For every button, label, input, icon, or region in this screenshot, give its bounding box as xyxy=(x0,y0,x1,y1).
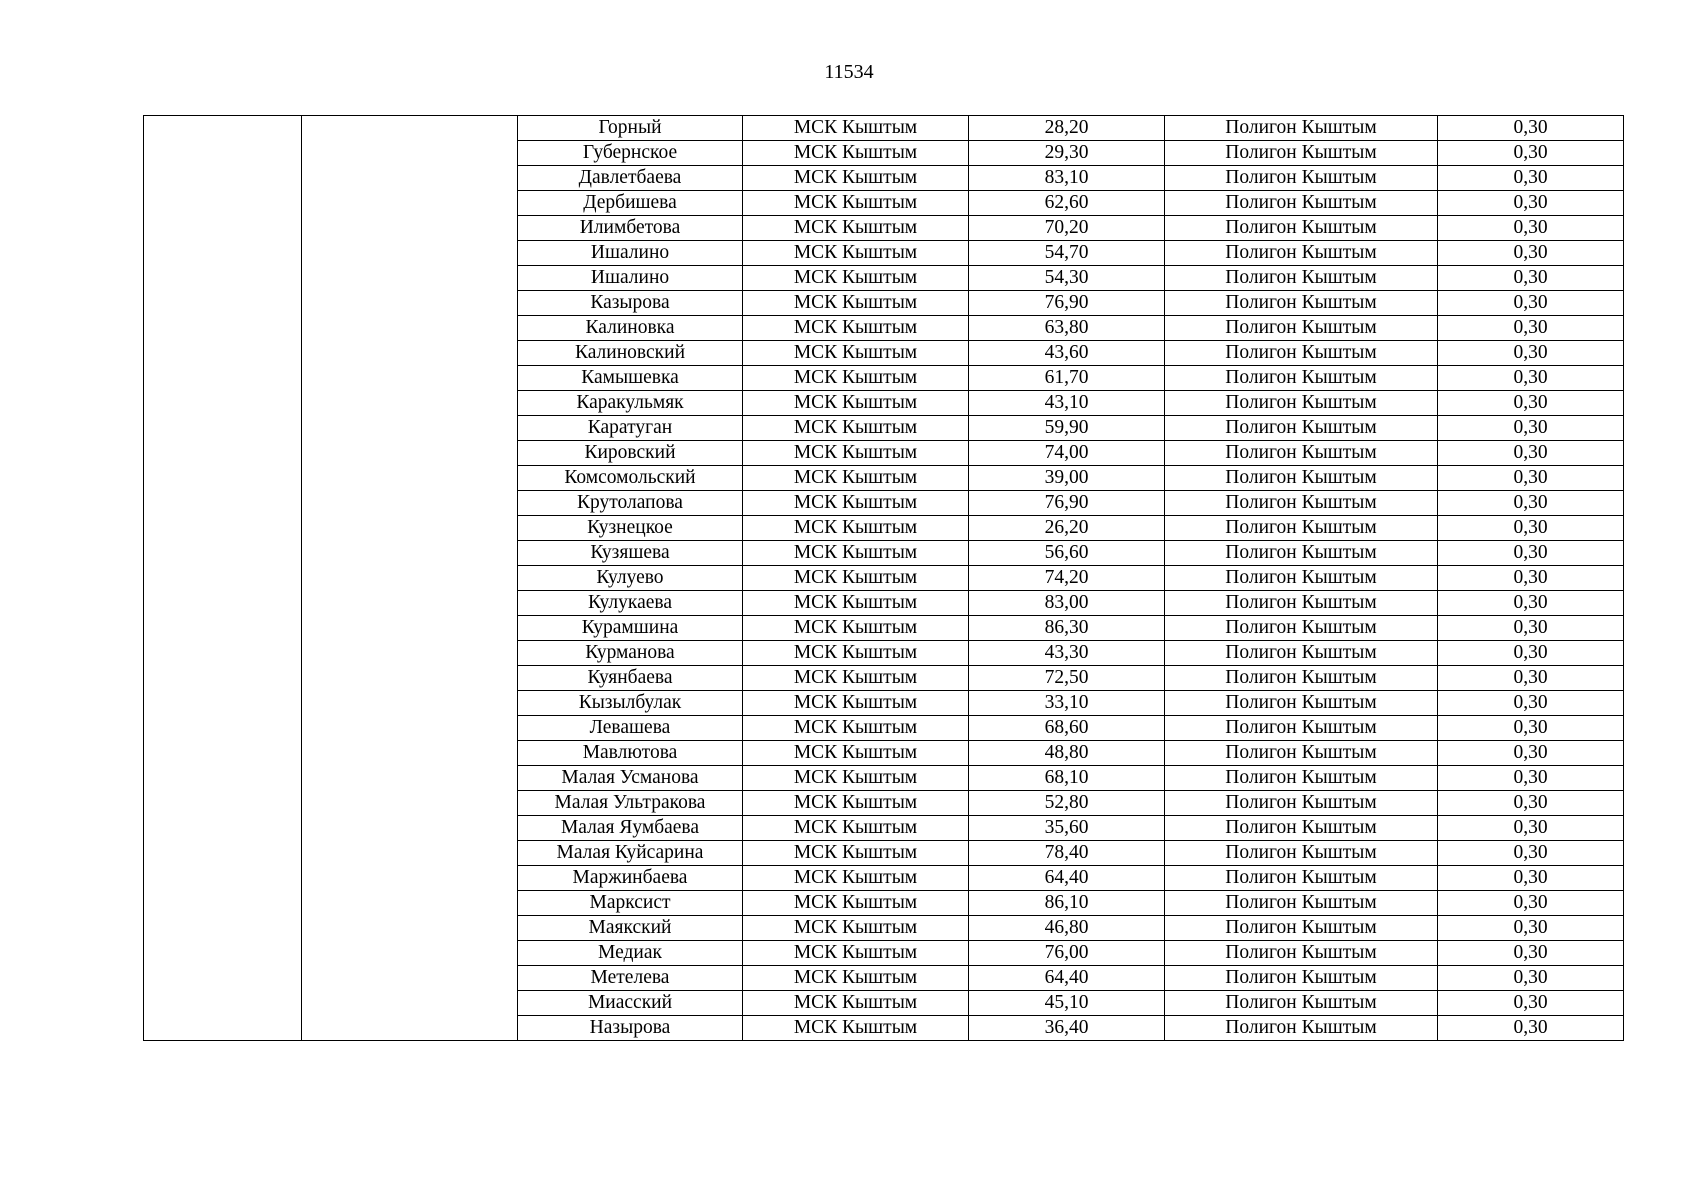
distance-cell: 54,30 xyxy=(969,266,1165,291)
source-cell: МСК Кыштым xyxy=(743,441,969,466)
source-cell: МСК Кыштым xyxy=(743,166,969,191)
settlement-cell: Миасский xyxy=(518,991,743,1016)
destination-cell: Полигон Кыштым xyxy=(1165,816,1438,841)
destination-cell: Полигон Кыштым xyxy=(1165,141,1438,166)
distance-cell: 61,70 xyxy=(969,366,1165,391)
destination-cell: Полигон Кыштым xyxy=(1165,441,1438,466)
destination-cell: Полигон Кыштым xyxy=(1165,941,1438,966)
destination-cell: Полигон Кыштым xyxy=(1165,666,1438,691)
distance-cell: 74,00 xyxy=(969,441,1165,466)
settlement-cell: Давлетбаева xyxy=(518,166,743,191)
source-cell: МСК Кыштым xyxy=(743,866,969,891)
coefficient-cell: 0,30 xyxy=(1438,141,1624,166)
source-cell: МСК Кыштым xyxy=(743,916,969,941)
destination-cell: Полигон Кыштым xyxy=(1165,866,1438,891)
destination-cell: Полигон Кыштым xyxy=(1165,741,1438,766)
coefficient-cell: 0,30 xyxy=(1438,166,1624,191)
destination-cell: Полигон Кыштым xyxy=(1165,991,1438,1016)
coefficient-cell: 0,30 xyxy=(1438,991,1624,1016)
destination-cell: Полигон Кыштым xyxy=(1165,691,1438,716)
destination-cell: Полигон Кыштым xyxy=(1165,316,1438,341)
destination-cell: Полигон Кыштым xyxy=(1165,166,1438,191)
coefficient-cell: 0,30 xyxy=(1438,516,1624,541)
distance-cell: 64,40 xyxy=(969,966,1165,991)
coefficient-cell: 0,30 xyxy=(1438,541,1624,566)
source-cell: МСК Кыштым xyxy=(743,316,969,341)
destination-cell: Полигон Кыштым xyxy=(1165,966,1438,991)
destination-cell: Полигон Кыштым xyxy=(1165,1016,1438,1041)
destination-cell: Полигон Кыштым xyxy=(1165,791,1438,816)
coefficient-cell: 0,30 xyxy=(1438,666,1624,691)
destination-cell: Полигон Кыштым xyxy=(1165,641,1438,666)
coefficient-cell: 0,30 xyxy=(1438,1016,1624,1041)
distance-cell: 52,80 xyxy=(969,791,1165,816)
coefficient-cell: 0,30 xyxy=(1438,316,1624,341)
distance-cell: 83,00 xyxy=(969,591,1165,616)
settlement-cell: Каракульмяк xyxy=(518,391,743,416)
source-cell: МСК Кыштым xyxy=(743,791,969,816)
coefficient-cell: 0,30 xyxy=(1438,266,1624,291)
source-cell: МСК Кыштым xyxy=(743,616,969,641)
settlement-cell: Ишалино xyxy=(518,241,743,266)
settlement-cell: Мавлютова xyxy=(518,741,743,766)
coefficient-cell: 0,30 xyxy=(1438,791,1624,816)
distance-cell: 46,80 xyxy=(969,916,1165,941)
source-cell: МСК Кыштым xyxy=(743,216,969,241)
distance-cell: 76,00 xyxy=(969,941,1165,966)
merged-empty-cell-1 xyxy=(144,116,302,1041)
destination-cell: Полигон Кыштым xyxy=(1165,391,1438,416)
settlement-cell: Камышевка xyxy=(518,366,743,391)
distance-cell: 36,40 xyxy=(969,1016,1165,1041)
source-cell: МСК Кыштым xyxy=(743,691,969,716)
destination-cell: Полигон Кыштым xyxy=(1165,766,1438,791)
destination-cell: Полигон Кыштым xyxy=(1165,516,1438,541)
page-number: 11534 xyxy=(824,61,874,83)
coefficient-cell: 0,30 xyxy=(1438,641,1624,666)
distance-cell: 86,30 xyxy=(969,616,1165,641)
coefficient-cell: 0,30 xyxy=(1438,466,1624,491)
settlement-cell: Кызылбулак xyxy=(518,691,743,716)
distance-cell: 68,10 xyxy=(969,766,1165,791)
coefficient-cell: 0,30 xyxy=(1438,841,1624,866)
distance-cell: 72,50 xyxy=(969,666,1165,691)
settlement-cell: Малая Куйсарина xyxy=(518,841,743,866)
settlement-cell: Кулукаева xyxy=(518,591,743,616)
settlement-cell: Илимбетова xyxy=(518,216,743,241)
source-cell: МСК Кыштым xyxy=(743,291,969,316)
destination-cell: Полигон Кыштым xyxy=(1165,591,1438,616)
settlement-cell: Кузнецкое xyxy=(518,516,743,541)
settlement-cell: Малая Ультракова xyxy=(518,791,743,816)
source-cell: МСК Кыштым xyxy=(743,966,969,991)
destination-cell: Полигон Кыштым xyxy=(1165,616,1438,641)
settlement-cell: Маякский xyxy=(518,916,743,941)
distance-cell: 43,60 xyxy=(969,341,1165,366)
source-cell: МСК Кыштым xyxy=(743,766,969,791)
source-cell: МСК Кыштым xyxy=(743,391,969,416)
source-cell: МСК Кыштым xyxy=(743,416,969,441)
coefficient-cell: 0,30 xyxy=(1438,616,1624,641)
source-cell: МСК Кыштым xyxy=(743,816,969,841)
destination-cell: Полигон Кыштым xyxy=(1165,241,1438,266)
destination-cell: Полигон Кыштым xyxy=(1165,541,1438,566)
destination-cell: Полигон Кыштым xyxy=(1165,566,1438,591)
settlement-cell: Медиак xyxy=(518,941,743,966)
coefficient-cell: 0,30 xyxy=(1438,491,1624,516)
coefficient-cell: 0,30 xyxy=(1438,741,1624,766)
source-cell: МСК Кыштым xyxy=(743,491,969,516)
distance-cell: 45,10 xyxy=(969,991,1165,1016)
distance-cell: 59,90 xyxy=(969,416,1165,441)
coefficient-cell: 0,30 xyxy=(1438,591,1624,616)
destination-cell: Полигон Кыштым xyxy=(1165,416,1438,441)
distance-cell: 74,20 xyxy=(969,566,1165,591)
destination-cell: Полигон Кыштым xyxy=(1165,366,1438,391)
merged-empty-cell-2 xyxy=(302,116,518,1041)
coefficient-cell: 0,30 xyxy=(1438,416,1624,441)
distance-cell: 76,90 xyxy=(969,291,1165,316)
coefficient-cell: 0,30 xyxy=(1438,766,1624,791)
distance-cell: 83,10 xyxy=(969,166,1165,191)
coefficient-cell: 0,30 xyxy=(1438,966,1624,991)
distance-cell: 35,60 xyxy=(969,816,1165,841)
source-cell: МСК Кыштым xyxy=(743,341,969,366)
source-cell: МСК Кыштым xyxy=(743,891,969,916)
data-table xyxy=(143,115,1624,1041)
distance-cell: 29,30 xyxy=(969,141,1165,166)
distance-cell: 78,40 xyxy=(969,841,1165,866)
settlement-cell: Казырова xyxy=(518,291,743,316)
settlement-cell: Маржинбаева xyxy=(518,866,743,891)
source-cell: МСК Кыштым xyxy=(743,541,969,566)
settlement-cell: Кузяшева xyxy=(518,541,743,566)
destination-cell: Полигон Кыштым xyxy=(1165,341,1438,366)
destination-cell: Полигон Кыштым xyxy=(1165,716,1438,741)
settlement-cell: Малая Яумбаева xyxy=(518,816,743,841)
distance-cell: 33,10 xyxy=(969,691,1165,716)
distance-cell: 64,40 xyxy=(969,866,1165,891)
coefficient-cell: 0,30 xyxy=(1438,691,1624,716)
distance-cell: 62,60 xyxy=(969,191,1165,216)
settlement-cell: Крутолапова xyxy=(518,491,743,516)
settlement-cell: Назырова xyxy=(518,1016,743,1041)
destination-cell: Полигон Кыштым xyxy=(1165,491,1438,516)
coefficient-cell: 0,30 xyxy=(1438,291,1624,316)
coefficient-cell: 0,30 xyxy=(1438,191,1624,216)
coefficient-cell: 0,30 xyxy=(1438,891,1624,916)
table-row xyxy=(144,116,1624,141)
destination-cell: Полигон Кыштым xyxy=(1165,291,1438,316)
coefficient-cell: 0,30 xyxy=(1438,241,1624,266)
settlement-cell: Марксист xyxy=(518,891,743,916)
settlement-cell: Каратуган xyxy=(518,416,743,441)
settlement-cell: Калиновка xyxy=(518,316,743,341)
source-cell: МСК Кыштым xyxy=(743,141,969,166)
source-cell: МСК Кыштым xyxy=(743,716,969,741)
source-cell: МСК Кыштым xyxy=(743,991,969,1016)
source-cell: МСК Кыштым xyxy=(743,941,969,966)
source-cell: МСК Кыштым xyxy=(743,516,969,541)
settlement-cell: Горный xyxy=(518,116,743,141)
coefficient-cell: 0,30 xyxy=(1438,366,1624,391)
table-body xyxy=(144,116,1624,1041)
settlement-cell: Куянбаева xyxy=(518,666,743,691)
coefficient-cell: 0,30 xyxy=(1438,941,1624,966)
distance-cell: 76,90 xyxy=(969,491,1165,516)
distance-cell: 48,80 xyxy=(969,741,1165,766)
settlement-cell: Ишалино xyxy=(518,266,743,291)
settlement-cell: Комсомольский xyxy=(518,466,743,491)
settlement-cell: Губернское xyxy=(518,141,743,166)
distance-cell: 26,20 xyxy=(969,516,1165,541)
coefficient-cell: 0,30 xyxy=(1438,216,1624,241)
settlement-cell: Калиновский xyxy=(518,341,743,366)
source-cell: МСК Кыштым xyxy=(743,1016,969,1041)
destination-cell: Полигон Кыштым xyxy=(1165,116,1438,141)
settlement-cell: Левашева xyxy=(518,716,743,741)
source-cell: МСК Кыштым xyxy=(743,641,969,666)
settlement-cell: Дербишева xyxy=(518,191,743,216)
source-cell: МСК Кыштым xyxy=(743,191,969,216)
source-cell: МСК Кыштым xyxy=(743,741,969,766)
distance-cell: 56,60 xyxy=(969,541,1165,566)
coefficient-cell: 0,30 xyxy=(1438,916,1624,941)
coefficient-cell: 0,30 xyxy=(1438,391,1624,416)
destination-cell: Полигон Кыштым xyxy=(1165,266,1438,291)
destination-cell: Полигон Кыштым xyxy=(1165,466,1438,491)
distance-cell: 54,70 xyxy=(969,241,1165,266)
coefficient-cell: 0,30 xyxy=(1438,566,1624,591)
settlement-cell: Кировский xyxy=(518,441,743,466)
coefficient-cell: 0,30 xyxy=(1438,341,1624,366)
coefficient-cell: 0,30 xyxy=(1438,716,1624,741)
distance-cell: 68,60 xyxy=(969,716,1165,741)
source-cell: МСК Кыштым xyxy=(743,591,969,616)
settlement-cell: Метелева xyxy=(518,966,743,991)
settlement-cell: Кулуево xyxy=(518,566,743,591)
distance-cell: 28,20 xyxy=(969,116,1165,141)
distance-cell: 70,20 xyxy=(969,216,1165,241)
distance-cell: 86,10 xyxy=(969,891,1165,916)
source-cell: МСК Кыштым xyxy=(743,116,969,141)
distance-cell: 39,00 xyxy=(969,466,1165,491)
source-cell: МСК Кыштым xyxy=(743,366,969,391)
destination-cell: Полигон Кыштым xyxy=(1165,191,1438,216)
destination-cell: Полигон Кыштым xyxy=(1165,216,1438,241)
distance-cell: 43,10 xyxy=(969,391,1165,416)
source-cell: МСК Кыштым xyxy=(743,241,969,266)
source-cell: МСК Кыштым xyxy=(743,266,969,291)
coefficient-cell: 0,30 xyxy=(1438,816,1624,841)
coefficient-cell: 0,30 xyxy=(1438,866,1624,891)
settlement-cell: Курамшина xyxy=(518,616,743,641)
distance-cell: 63,80 xyxy=(969,316,1165,341)
destination-cell: Полигон Кыштым xyxy=(1165,916,1438,941)
settlement-cell: Малая Усманова xyxy=(518,766,743,791)
source-cell: МСК Кыштым xyxy=(743,666,969,691)
destination-cell: Полигон Кыштым xyxy=(1165,841,1438,866)
source-cell: МСК Кыштым xyxy=(743,566,969,591)
distance-cell: 43,30 xyxy=(969,641,1165,666)
source-cell: МСК Кыштым xyxy=(743,841,969,866)
coefficient-cell: 0,30 xyxy=(1438,116,1624,141)
destination-cell: Полигон Кыштым xyxy=(1165,891,1438,916)
source-cell: МСК Кыштым xyxy=(743,466,969,491)
settlement-cell: Курманова xyxy=(518,641,743,666)
coefficient-cell: 0,30 xyxy=(1438,441,1624,466)
